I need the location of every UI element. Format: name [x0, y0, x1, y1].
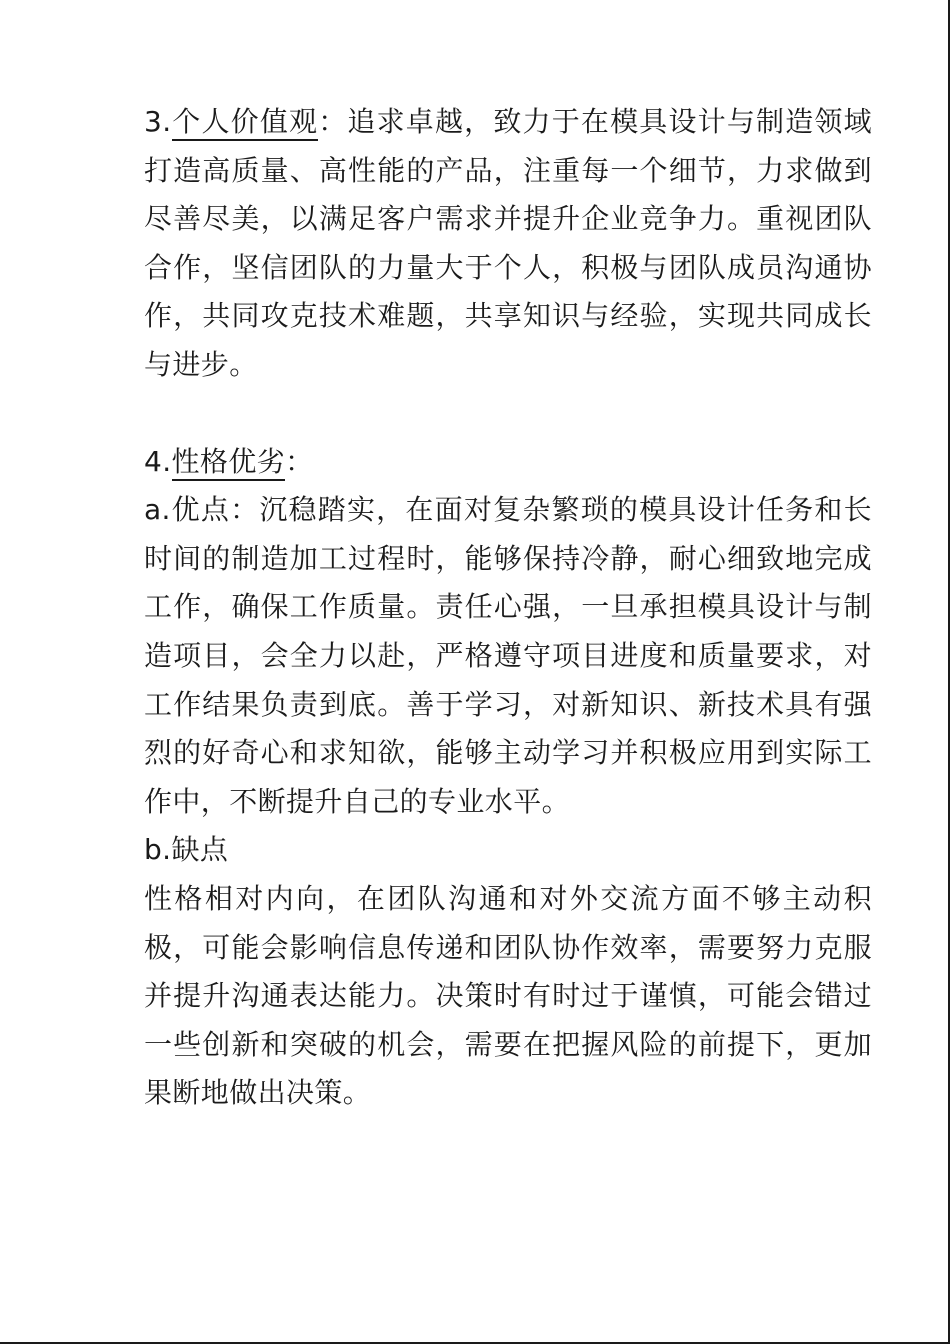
section-3-colon: ： [318, 105, 348, 138]
strengths-paragraph [144, 486, 872, 826]
strengths-text: 沉稳踏实，在面对复杂繁琐的模具设计任务和长时间的制造加工过程时，能够保持冷静，耐心细致地完成工作，确保工作质量。责任心强，一旦承担模具设计与制造项目，会全力以赴，严格遵守项目进度和质量要求，对工作结果负责到底。善于学习，对新知识、新技术具有强烈的好奇心和求知欲，能够主动学习并积极应用到实际工作中，不断提升自己的专业水平。 [144, 493, 873, 818]
section-3-text: 追求卓越，致力于在模具设计与制造领域打造高质量、高性能的产品，注重每一个细节，力求做到尽善尽美，以满足客户需求并提升企业竞争力。重视团队合作，坚信团队的力量大于个人，积极与团队成员沟通协作，共同攻克技术难题，共享知识与经验，实现共同成长与进步。 [144, 105, 872, 381]
section-4-title: 性格优劣 [172, 445, 286, 481]
weaknesses-label-line [144, 826, 872, 875]
section-4-heading [144, 438, 872, 487]
section-4-number: 4. [144, 444, 172, 478]
section-3-number: 3. [144, 105, 172, 138]
weaknesses-paragraph: 性格相对内向，在团队沟通和对外交流方面不够主动积极，可能会影响信息传递和团队协作效率，需要努力克服并提升沟通表达能力。决策时有时过于谨慎，可能会错过一些创新和突破的机会，需要在把握风险的前提下，更加果断地做出决策。 [144, 881, 872, 1110]
section-personal-values [144, 98, 872, 390]
document-body [144, 98, 872, 1118]
section-gap [144, 390, 872, 438]
strengths-label: a.优点： [144, 493, 260, 527]
section-4-colon: ： [285, 444, 314, 478]
weaknesses-label: b.缺点 [144, 833, 229, 867]
section-3-title: 个人价值观 [172, 105, 319, 141]
